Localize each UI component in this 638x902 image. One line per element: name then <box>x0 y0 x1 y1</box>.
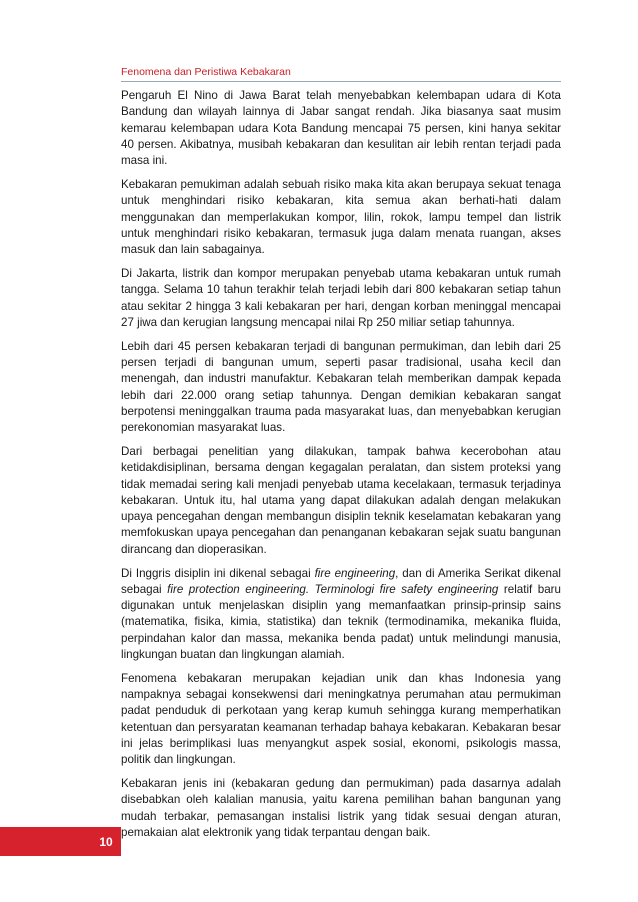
paragraph-6-term-fire-engineering: fire engineering <box>314 566 396 580</box>
paragraph-6-text-b: , dan di Amerika Serikat dikenal sebagai <box>121 566 561 596</box>
paragraph-3: Di Jakarta, listrik dan kompor merupakan penyebab utama kebakaran untuk rumah tangga. Selama 10 tahun terakhir telah terjadi lebih dari 800 kebakaran setiap tahun atau sekitar 2 hingga 3 kali kebakaran per hari, dengan korban meninggal mencapai 27 jiwa dan kerugian langsung mencapai nilai Rp 250 miliar setiap tahunnya. <box>121 266 561 329</box>
page-number: 10 <box>99 835 113 849</box>
paragraph-5: Dari berbagai penelitian yang dilakukan, tampak bahwa kecerobohan atau ketidakdisiplinan, bersama dengan kegagalan peralatan, dan sistem proteksi yang tidak memadai sering kali menjadi penyebab utama kecelakaan, termasuk terjadinya kebakaran. Untuk itu, hal utama yang dapat dilakukan adalah dengan melakukan upaya pencegahan dengan membangun disiplin teknik keselamatan kebakaran yang memfokuskan upaya pencegahan dan penanganan kebakaran sejak suatu bangunan dirancang dan dioperasikan. <box>121 444 561 556</box>
paragraph-6 <box>121 566 561 664</box>
paragraph-1: Pengaruh El Nino di Jawa Barat telah menyebabkan kelembapan udara di Kota Bandung dan wilayah lainnya di Jabar sangat rendah. Jika biasanya saat musim kemarau kelembapan udara Kota Bandung mencapai 75 persen, kini hanya sekitar 40 persen. Akibatnya, musibah kebakaran dan kesulitan air lebih rentan terjadi pada masa ini. <box>121 89 561 168</box>
paragraph-6-term-fire-protection: fire protection engineering. Terminologi fire safety engineering <box>167 582 499 596</box>
paragraph-2: Kebakaran pemukiman adalah sebuah risiko maka kita akan berupaya sekuat tenaga untuk menghindari risiko kebakaran, kita semua akan berhati-hati dalam menggunakan dan memperlakukan kompor, lilin, rokok, lampu tempel dan listrik untuk menghindari risiko kebakaran, termasuk juga dalam menata ruangan, akses masuk dan lain sabagainya. <box>121 177 561 257</box>
header-divider <box>121 81 561 82</box>
paragraph-4: Lebih dari 45 persen kebakaran terjadi di bangunan permukiman, dan lebih dari 25 persen terjadi di bangunan umum, seperti pasar tradisional, usaha kecil dan menengah, dan industri manufaktur. Kebakaran telah memberikan dampak kepada lebih dari 22.000 orang setiap tahunnya. Dengan demikian kebakaran sangat berpotensi meninggalkan trauma pada masyarakat luas, dan menyebabkan kerugian perekonomian masyarakat luas. <box>121 339 561 435</box>
paragraph-7: Fenomena kebakaran merupakan kejadian unik dan khas Indonesia yang nampaknya sebagai konsekwensi dari meningkatnya perumahan atau permukiman padat penduduk di perkotaan yang kerap kumuh sehingga kurang memperhatikan ketentuan dan persyaratan keamanan terhadap bahaya kebakaran. Kebakaran besar ini jelas berimplikasi luas menyangkut aspek sosial, ekonomi, psikologis massa, politik dan lingkungan. <box>121 671 561 767</box>
running-header: Fenomena dan Peristiwa Kebakaran <box>121 66 291 78</box>
paragraph-6-text-a: Di Inggris disiplin ini dikenal sebagai <box>121 566 315 580</box>
paragraph-6-text-c: relatif baru digunakan untuk menjelaskan disiplin yang memanfaatkan prinsip-prinsip sains (matematika, fisika, kimia, statistika) dan teknik (termodinamika, mekanika fluida, perpindahan kalor dan massa, mekanika benda padat) untuk melindungi manusia, lingkungan buatan dan lingkungan alamiah. <box>121 582 561 661</box>
paragraph-8: Kebakaran jenis ini (kebakaran gedung dan permukiman) pada dasarnya adalah disebabkan oleh kalalian manusia, yaitu karena pemilihan bahan bangunan yang mudah terbakar, pemasangan instalisi listrik yang tidak sesuai dengan aturan, pemakaian alat elektronik yang tidak terpantau dengan baik. <box>121 777 561 839</box>
body-text <box>121 88 561 849</box>
